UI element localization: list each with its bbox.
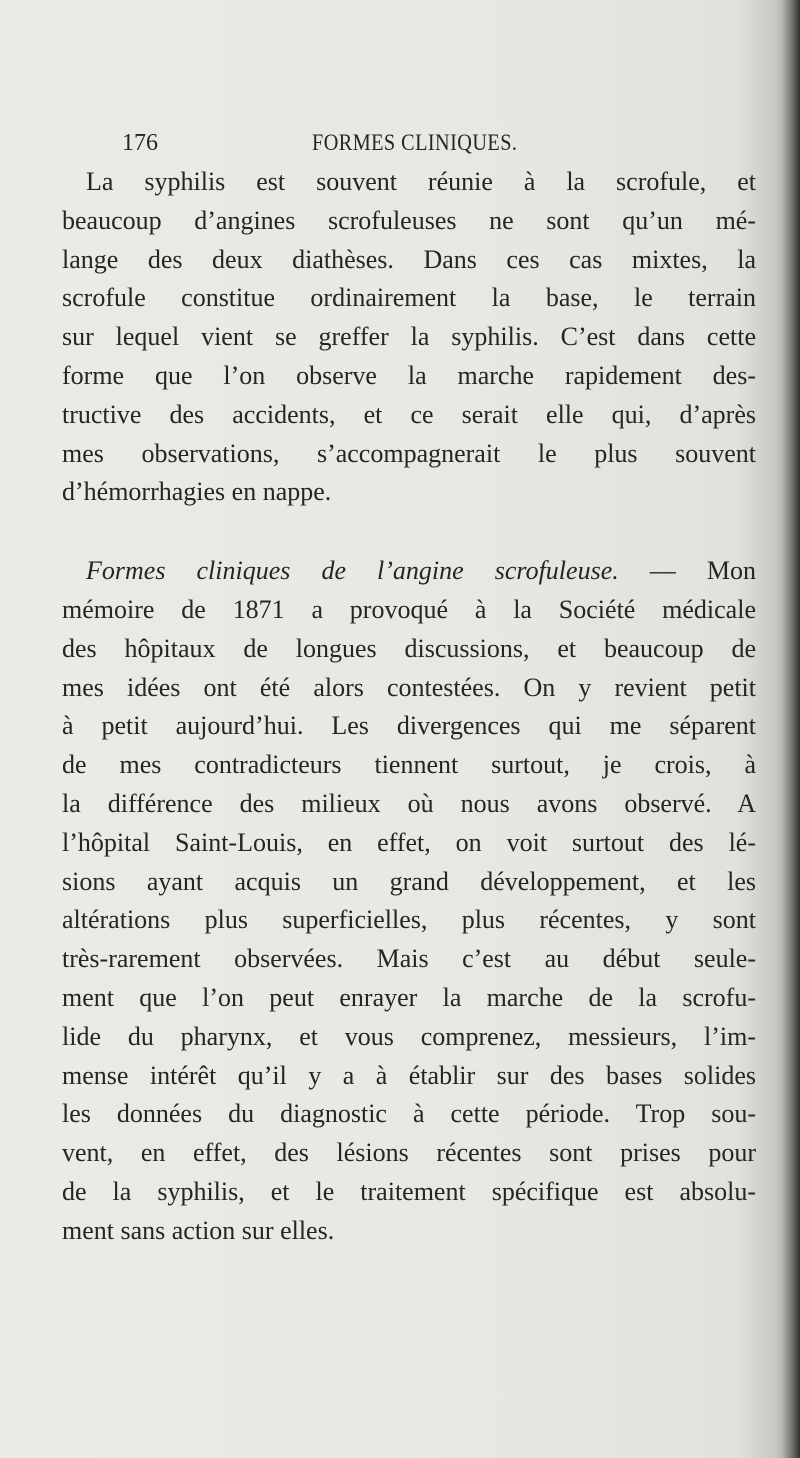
text-line: sions ayant acquis un grand développement, et les	[62, 866, 756, 896]
text-line: des hôpitaux de longues discussions, et beaucoup de	[62, 633, 756, 663]
text-line: tructive des accidents, et ce serait elle qui, d’après	[62, 399, 756, 429]
page-edge-shadow	[782, 0, 800, 1458]
paragraph-1	[62, 163, 756, 512]
section-lead-line	[62, 552, 756, 591]
text-line: vent, en effet, des lésions récentes sont prises pour	[62, 1138, 756, 1168]
text-line: mense intérêt qu’il y a à établir sur des bases solides	[62, 1060, 756, 1090]
text-line: mes observations, s’accompagnerait le plus souvent	[62, 438, 756, 468]
text-line: la différence des milieux où nous avons observé. A	[62, 788, 756, 818]
text-line: scrofule constitue ordinairement la base, le terrain	[62, 283, 756, 313]
section-lead-rest: — Mon	[618, 556, 756, 586]
body-text	[62, 163, 756, 1251]
text-line: forme que l’on observe la marche rapidement des-	[62, 360, 756, 390]
text-line: La syphilis est souvent réunie à la scrofule, et	[86, 167, 756, 196]
section-heading-italic: Formes cliniques de l’angine scrofuleuse.	[86, 556, 619, 586]
text-line: à petit aujourd’hui. Les divergences qui me séparent	[62, 711, 756, 741]
text-line: de mes contradicteurs tiennent surtout, je crois, à	[62, 750, 756, 780]
paragraph-2	[62, 552, 756, 1250]
text-line: lide du pharynx, et vous comprenez, messieurs, l’im-	[62, 1021, 756, 1051]
page-header	[122, 130, 682, 164]
text-line: l’hôpital Saint-Louis, en effet, on voit surtout des lé-	[62, 827, 756, 857]
text-line: altérations plus superficielles, plus récentes, y sont	[62, 905, 756, 935]
running-head: FORMES CLINIQUES.	[312, 130, 518, 155]
text-line: sur lequel vient se greffer la syphilis. C’est dans cette	[62, 322, 756, 352]
page-number: 176	[122, 130, 158, 156]
text-line: très-rarement observées. Mais c’est au début seule-	[62, 944, 756, 974]
text-line: beaucoup d’angines scrofuleuses ne sont qu’un mé-	[62, 205, 756, 235]
text-line: ment que l’on peut enrayer la marche de la scrofu-	[62, 982, 756, 1012]
text-line: lange des deux diathèses. Dans ces cas mixtes, la	[62, 244, 756, 274]
text-line: de la syphilis, et le traitement spécifique est absolu-	[62, 1176, 756, 1206]
text-line: mes idées ont été alors contestées. On y revient petit	[62, 672, 756, 702]
text-line: ment sans action sur elles.	[62, 1215, 335, 1245]
text-line: d’hémorrhagies en nappe.	[62, 477, 332, 507]
text-line: mémoire de 1871 a provoqué à la Société médicale	[62, 594, 756, 624]
text-line: les données du diagnostic à cette période. Trop sou-	[62, 1099, 756, 1129]
